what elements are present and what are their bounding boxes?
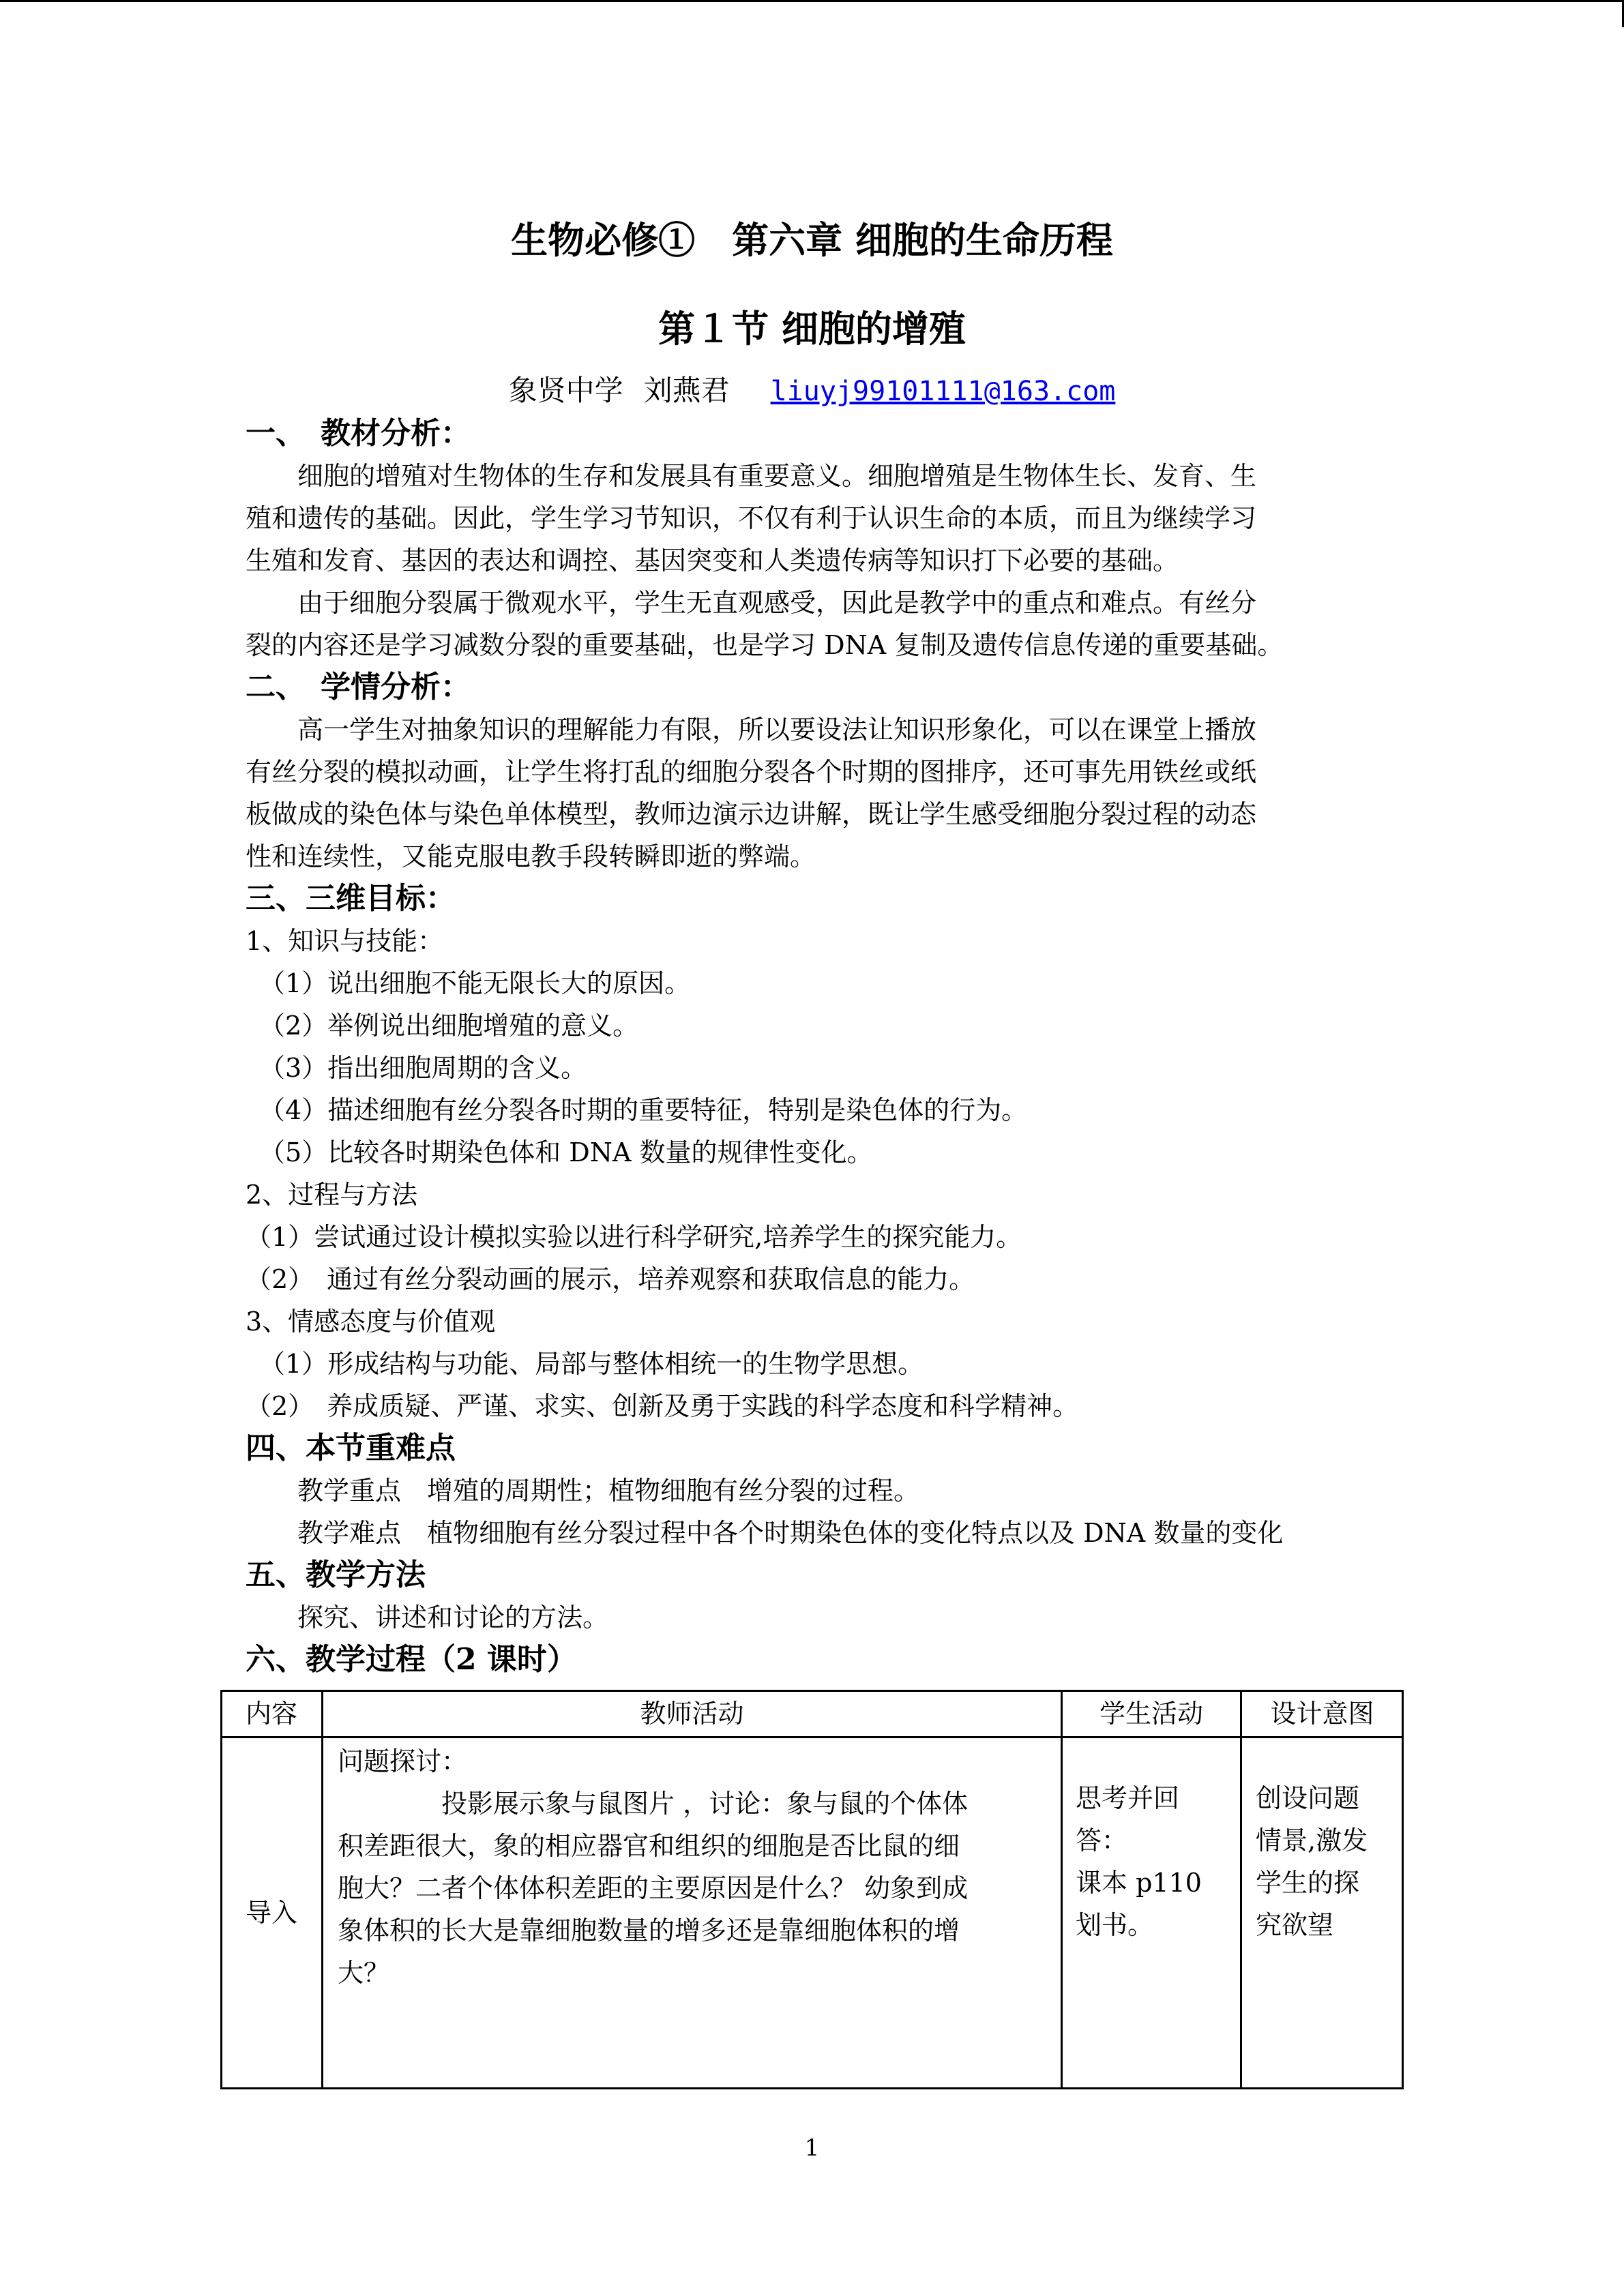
table-border xyxy=(321,1690,323,2089)
table-border xyxy=(1061,1690,1063,2089)
teacher-line: 问题探讨： xyxy=(338,1746,468,1776)
author-email-link[interactable]: liuyj99101111@163.com xyxy=(770,376,1116,407)
page-border-top xyxy=(0,0,1624,2)
lesson-table xyxy=(220,1690,1404,2089)
heading-key-points: 四、本节重难点 xyxy=(246,1431,456,1465)
author-school: 象贤中学 xyxy=(508,374,623,407)
paragraph-line: 高一学生对抽象知识的理解能力有限，所以要设法让知识形象化，可以在课堂上播放 xyxy=(246,715,1257,745)
header-design-intent: 设计意图 xyxy=(1270,1699,1374,1729)
paragraph-line: 殖和遗传的基础。因此，学生学习节知识，不仅有利于认识生命的本质，而且为继续学习 xyxy=(246,503,1257,533)
heading-textbook-analysis: 一、 教材分析： xyxy=(246,416,471,451)
table-border xyxy=(220,1736,1404,1738)
paragraph-line: 有丝分裂的模拟动画，让学生将打乱的细胞分裂各个时期的图排序，还可事先用铁丝或纸 xyxy=(246,757,1257,787)
goal-item: （2）举例说出细胞增殖的意义。 xyxy=(259,1011,639,1041)
paragraph-line: 细胞的增殖对生物体的生存和发展具有重要意义。细胞增殖是生物体生长、发育、生 xyxy=(246,461,1257,491)
goal-item: （5）比较各时期染色体和 DNA 数量的规律性变化。 xyxy=(259,1137,873,1167)
paragraph-line: 生殖和发育、基因的表达和调控、基因突变和人类遗传病等知识打下必要的基础。 xyxy=(246,546,1179,576)
student-line: 课本 p110 xyxy=(1076,1868,1202,1898)
teacher-line: 象体积的长大是靠细胞数量的增多还是靠细胞体积的增 xyxy=(338,1915,960,1945)
document-title: 生物必修① 第六章 细胞的生命历程 xyxy=(511,218,1113,262)
paragraph-line: 教学重点 增殖的周期性；植物细胞有丝分裂的过程。 xyxy=(246,1476,920,1506)
goal-subheading: 3、情感态度与价值观 xyxy=(246,1307,496,1337)
intent-line: 究欲望 xyxy=(1256,1910,1334,1940)
goal-subheading: 1、知识与技能： xyxy=(246,926,444,956)
goal-item: （3）指出细胞周期的含义。 xyxy=(259,1053,587,1083)
table-border xyxy=(220,1690,1404,1692)
table-border xyxy=(1240,1690,1242,2089)
heading-teaching-method: 五、教学方法 xyxy=(246,1557,426,1592)
author-name: 刘燕君 xyxy=(643,374,730,407)
heading-three-goals: 三、三维目标： xyxy=(246,881,456,916)
teacher-line: 积差距很大，象的相应器官和组织的细胞是否比鼠的细 xyxy=(338,1831,960,1861)
header-content: 内容 xyxy=(245,1699,297,1729)
goal-item: （2） 养成质疑、严谨、求实、创新及勇于实践的科学态度和科学精神。 xyxy=(246,1391,1079,1421)
heading-teaching-process: 六、教学过程（2 课时） xyxy=(246,1642,577,1677)
goal-subheading: 2、过程与方法 xyxy=(246,1180,418,1210)
paragraph-line: 裂的内容还是学习减数分裂的重要基础，也是学习 DNA 复制及遗传信息传递的重要基础。 xyxy=(246,630,1284,660)
goal-item: （1）说出细胞不能无限长大的原因。 xyxy=(259,968,691,998)
table-border xyxy=(220,1690,222,2089)
header-teacher-activity: 教师活动 xyxy=(640,1699,744,1729)
section-title: 第１节 细胞的增殖 xyxy=(658,307,966,351)
goal-item: （2） 通过有丝分裂动画的展示，培养观察和获取信息的能力。 xyxy=(246,1264,975,1294)
paragraph-line: 板做成的染色体与染色单体模型，教师边演示边讲解，既让学生感受细胞分裂过程的动态 xyxy=(246,799,1257,829)
paragraph-line: 教学难点 植物细胞有丝分裂过程中各个时期染色体的变化特点以及 DNA 数量的变化 xyxy=(246,1518,1284,1548)
author-line xyxy=(0,368,1624,409)
intent-line: 创设问题 xyxy=(1256,1783,1360,1813)
page-number: 1 xyxy=(804,2134,820,2162)
goal-item: （4）描述细胞有丝分裂各时期的重要特征，特别是染色体的行为。 xyxy=(259,1095,1028,1125)
cell-content-intro: 导入 xyxy=(245,1898,297,1928)
goal-item: （1）形成结构与功能、局部与整体相统一的生物学思想。 xyxy=(259,1349,924,1379)
paragraph-line: 探究、讲述和讨论的方法。 xyxy=(246,1602,609,1632)
teacher-line: 胞大？二者个体体积差距的主要原因是什么？ 幼象到成 xyxy=(338,1873,969,1903)
intent-line: 情景,激发 xyxy=(1256,1825,1368,1855)
student-line: 答： xyxy=(1076,1825,1128,1855)
intent-line: 学生的探 xyxy=(1256,1868,1360,1898)
paragraph-line: 性和连续性，又能克服电教手段转瞬即逝的弊端。 xyxy=(246,841,816,871)
student-line: 划书。 xyxy=(1076,1910,1154,1940)
paragraph-line: 由于细胞分裂属于微观水平，学生无直观感受，因此是教学中的重点和难点。有丝分 xyxy=(246,588,1257,618)
goal-item: （1）尝试通过设计模拟实验以进行科学研究,培养学生的探究能力。 xyxy=(246,1222,1022,1252)
table-border xyxy=(220,2087,1404,2089)
student-line: 思考并回 xyxy=(1076,1783,1180,1813)
teacher-line: 大？ xyxy=(338,1958,390,1988)
header-student-activity: 学生活动 xyxy=(1099,1699,1203,1729)
table-border xyxy=(1402,1690,1404,2089)
heading-student-analysis: 二、 学情分析： xyxy=(246,670,471,704)
teacher-line: 投影展示象与鼠图片 ，讨论：象与鼠的个体体 xyxy=(338,1789,969,1819)
